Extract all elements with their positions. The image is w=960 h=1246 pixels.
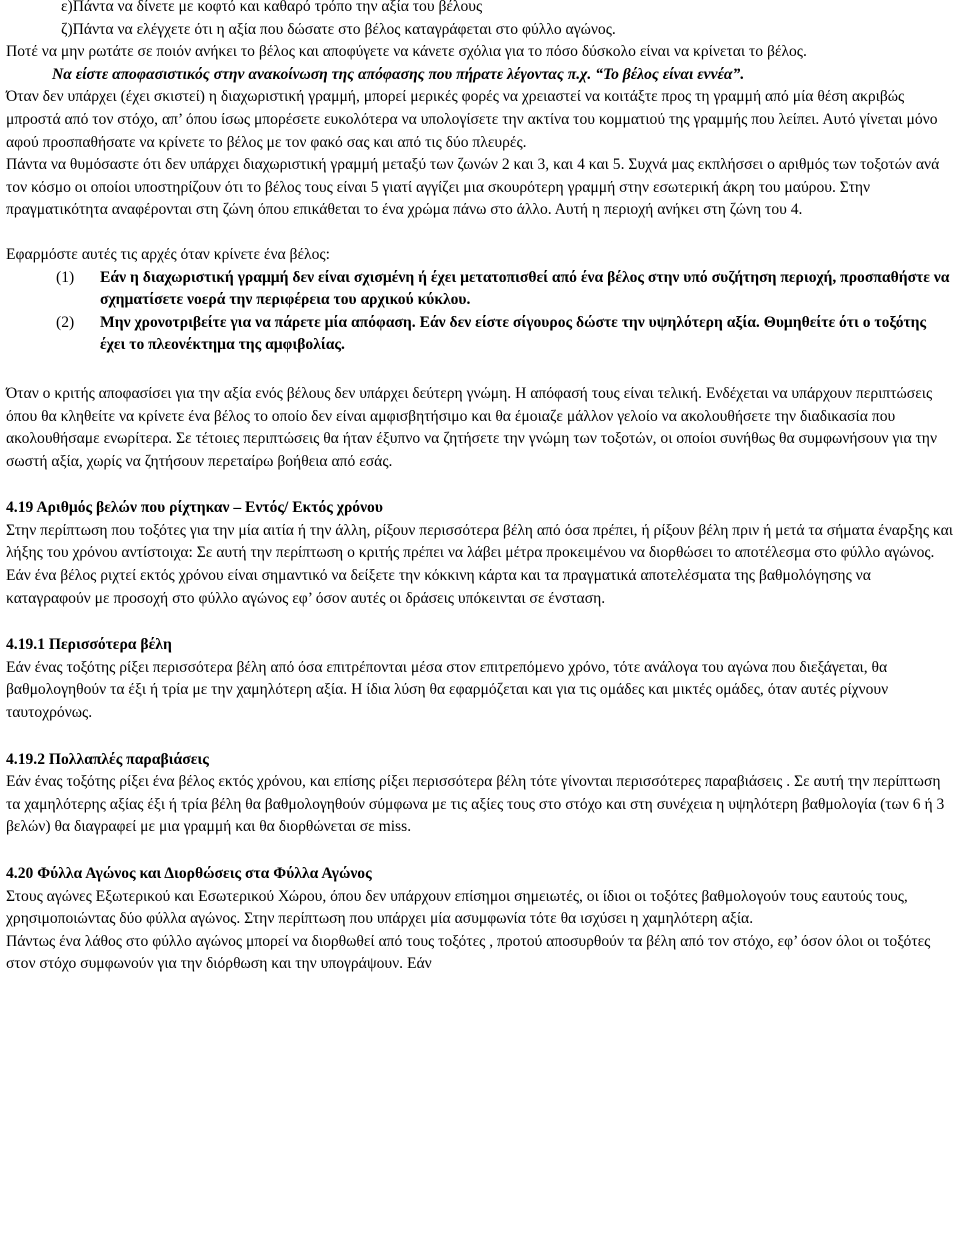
list-item-e: ε)Πάντα να δίνετε με κοφτό και καθαρό τρόπο την αξία του βέλους bbox=[61, 0, 483, 15]
final-decision-paragraph: Όταν ο κριτής αποφασίσει για την αξία ενός βέλους δεν υπάρχει δεύτερη γνώμη. Η απόφασή τους είναι τελική. Ενδέχεται να υπάρχουν περιπτώσεις όπου θα κληθείτε να κρίνετε ένα βέλος το οποίο δεν είναι αμφισβητήσιμο και θα έμοιαζε μάλλον γελοίο να ακολουθήσετε την διαδικασία που ακολουθήσαμε ενωρίτερα. Σε τέτοιες περιπτώσεις θα ήταν έξυπνο να ζητήσετε την γνώμη των τοξοτών, οι οποίοι συνήθως θα συμφωνήσουν για την σωστή αξία, χωρίς να ζητήσουν περεταίρω βοήθεια από εσάς. bbox=[6, 384, 937, 470]
section-heading: 4.19.2 Πολλαπλές παραβιάσεις bbox=[6, 750, 209, 768]
section-body: Εάν ένας τοξότης ρίξει περισσότερα βέλη από όσα επιτρέπονται μέσα στον επιτρεπόμενο χρόνο, τότε ανάλογα του αγώνα που διεξάγεται, θα βαθμολογηθούν τα έξι ή τρία με την χαμηλότερη αξία. Η ίδια λύση θα εφαρμόζεται και για τις ομάδες και μικτές ομάδες, όταν αυτές ρίχνουν ταυτοχρόνως. bbox=[6, 658, 889, 722]
principle-item bbox=[6, 312, 954, 357]
decisive-announcement-paragraph: Να είστε αποφασιστικός στην ανακοίνωση της απόφασης που πήρατε λέγοντας π.χ. “Το βέλος είναι εννέα”. bbox=[52, 65, 745, 83]
never-ask-paragraph: Ποτέ να μην ρωτάτε σε ποιόν ανήκει το βέλος και αποφύγετε να κάνετε σχόλια για το πόσο δύσκολο είναι να κρίνεται το βέλος. bbox=[6, 43, 807, 61]
section-heading: 4.19 Αριθμός βελών που ρίχτηκαν – Εντός/ Εκτός χρόνου bbox=[6, 499, 383, 517]
principles-lead: Εφαρμόστε αυτές τις αρχές όταν κρίνετε ένα βέλος: bbox=[6, 245, 330, 263]
spacer bbox=[6, 610, 954, 634]
spacer bbox=[6, 222, 954, 244]
spacer bbox=[6, 839, 954, 863]
principle-text: Εάν η διαχωριστική γραμμή δεν είναι σχισμένη ή έχει μετατοπισθεί από ένα βέλος στην υπό συζήτηση περιοχή, προσπαθήστε να σχηματίσετε νοερά την περιφέρεια του αρχικού κύκλου. bbox=[100, 268, 950, 309]
section-body: Στους αγώνες Εξωτερικού και Εσωτερικού Χώρου, όπου δεν υπάρχουν επίσημοι σημειωτές, οι ίδιοι οι τοξότες βαθμολογούν τους εαυτούς τους, χρησιμοποιώντας δύο φύλλα αγώνος. Στην περίπτωση που υπάρχει μία ασυμφωνία τότε θα ισχύσει η χαμηλότερη αξία. bbox=[6, 887, 908, 928]
principle-number: (2) bbox=[56, 313, 75, 331]
spacer bbox=[6, 357, 954, 383]
spacer bbox=[6, 473, 954, 497]
section-body-continued: Πάντως ένα λάθος στο φύλλο αγώνος μπορεί να διορθωθεί από τους τοξότες , προτού αποσυρθούν τα βέλη από τον στόχο, εφ’ όσον όλοι οι τοξότες στον στόχο συμφωνούν για την διόρθωση και την υπογράψουν. Εάν bbox=[6, 932, 931, 973]
principle-item bbox=[6, 267, 954, 312]
section-heading: 4.19.1 Περισσότερα βέλη bbox=[6, 636, 172, 654]
list-item-z: ζ)Πάντα να ελέγχετε ότι η αξία που δώσατε στο βέλος καταγράφεται στο φύλλο αγώνος. bbox=[61, 20, 616, 38]
zone-boundary-paragraph: Πάντα να θυμόσαστε ότι δεν υπάρχει διαχωριστική γραμμή μεταξύ των ζωνών 2 και 3, και 4 και 5. Συχνά μας εκπλήσσει ο αριθμός των τοξοτών ανά τον κόσμο οι οποίοι υποστηρίζουν ότι το βέλος τους είναι 5 γιατί αγγίζει μια σκουρότερη γραμμή στην εσωτερική άκρη του μαύρου. Στην πραγματικότητα αναφέρονται στη ζώνη όπου επικάθεται το ένα χρώμα πάνω στο άλλο. Αυτή η περιοχή ανήκει στη ζώνη του 4. bbox=[6, 156, 940, 219]
missing-line-paragraph: Όταν δεν υπάρχει (έχει σκιστεί) η διαχωριστική γραμμή, μπορεί μερικές φορές να χρειαστεί να κοιτάξτε προς τη γραμμή από μία θέση ακριβώς μπροστά από τον στόχο, απ’ όπου ίσως μπορέσετε ευκολότερα να υπολογίσετε την ακτίνα του κομματιού της γραμμής που λείπει. Αυτό γίνεται μόνο αφού προσπαθήσατε να κρίνετε το βέλος με τον φακό σας και από τις δύο πλευρές. bbox=[6, 88, 938, 151]
principle-text: Μην χρονοτριβείτε για να πάρετε μία απόφαση. Εάν δεν είστε σίγουρος δώστε την υψηλότερη αξία. Θυμηθείτε ότι ο τοξότης έχει το πλεονέκτημα της αμφιβολίας. bbox=[100, 313, 927, 354]
section-body: Εάν ένας τοξότης ρίξει ένα βέλος εκτός χρόνου, και επίσης ρίξει περισσότερα βέλη τότε γίνονται περισσότερες παραβιάσεις . Σε αυτή την περίπτωση τα χαμηλότερης αξίας έξι ή τρία βέλη θα βαθμολογηθούν σύμφωνα με τις αξίες τους στο στόχο και στη συνέχεια η υψηλότερη βαθμολογία (των 6 ή 3 βελών) θα διαγραφεί με μια γραμμή και θα διορθώνεται σε miss. bbox=[6, 773, 945, 836]
section-heading: 4.20 Φύλλα Αγώνος και Διορθώσεις στα Φύλλα Αγώνος bbox=[6, 865, 372, 882]
section-body: Στην περίπτωση που τοξότες για την μία αιτία ή την άλλη, ρίξουν περισσότερα βέλη από όσα πρέπει, ή ρίξουν βέλη πριν ή μετά τα σήματα έναρξης και λήξης του χρόνου αντίστοιχα: Σε αυτή την περίπτωση ο κριτής πρέπει να λάβει μέτρα προκειμένου να διορθώσει το αποτέλεσμα στο φύλλο αγώνος. Εάν ένα βέλος ριχτεί εκτός χρόνου είναι σημαντικό να δείξετε την κόκκινη κάρτα και τα πραγματικά αποτελέσματα της βαθμολόγησης να καταγραφούν με προσοχή στο φύλλο αγώνος εφ’ όσον αυτές οι δράσεις υπόκεινται σε ένσταση. bbox=[6, 521, 953, 607]
principle-number: (1) bbox=[56, 268, 75, 286]
spacer bbox=[6, 725, 954, 749]
